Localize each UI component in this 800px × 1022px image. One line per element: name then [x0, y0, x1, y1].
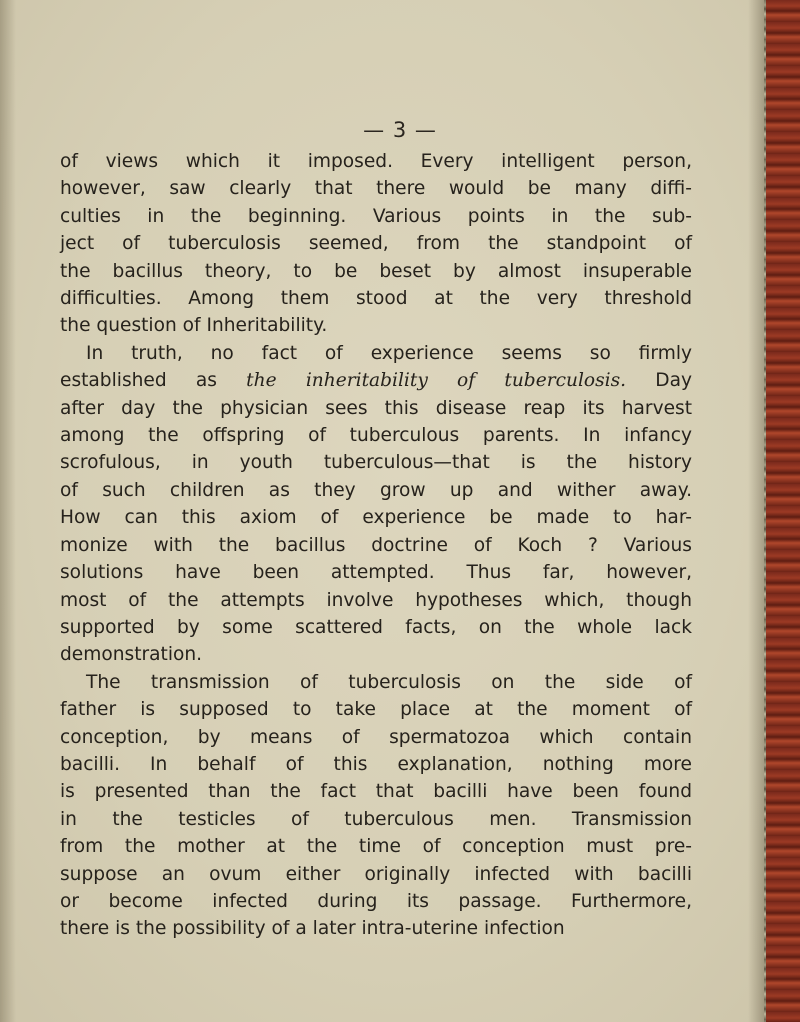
text-line: bacilli. In behalf of this explanation, nothing more: [60, 753, 692, 775]
text-line: there is the possibility of a later intra-uterine infection: [60, 918, 565, 940]
text-line: father is supposed to take place at the moment of: [60, 699, 692, 721]
text-line: however, saw clearly that there would be many diffi-: [60, 178, 692, 200]
italic-phrase: the inheritability of tuberculosis.: [246, 370, 627, 392]
text-line: of views which it imposed. Every intelligent person,: [60, 151, 692, 172]
text-line-with-italic: [60, 367, 692, 394]
paragraph-3: [60, 669, 692, 943]
text-line: ject of tuberculosis seemed, from the standpoint of: [60, 233, 692, 255]
text-line: In truth, no fact of experience seems so firmly: [86, 342, 692, 364]
text-line: demonstration.: [60, 644, 203, 666]
text-line: the bacillus theory, to be beset by almost insuperable: [60, 260, 692, 282]
text-line: suppose an ovum either originally infected with bacilli: [60, 863, 692, 885]
text-fragment: established as: [60, 370, 247, 392]
text-line: scrofulous, in youth tuberculous—that is the history: [60, 452, 692, 474]
page-gutter-shadow: [0, 0, 16, 1022]
text-line: is presented than the fact that bacilli have been found: [60, 781, 692, 803]
text-line: supported by some scattered facts, on the whole lack: [60, 616, 692, 638]
paragraph-2: [60, 340, 692, 669]
text-line: among the offspring of tuberculous parents. In infancy: [60, 425, 692, 447]
page-number: — 3 —: [363, 118, 437, 142]
text-line: from the mother at the time of conception must pre-: [60, 836, 692, 858]
text-line: after day the physician sees this disease reap its harvest: [60, 397, 692, 419]
text-line: or become infected during its passage. Furthermore,: [60, 890, 692, 912]
text-line: solutions have been attempted. Thus far, however,: [60, 562, 692, 584]
text-line: in the testicles of tuberculous men. Transmission: [60, 808, 692, 830]
text-fragment: Day: [626, 370, 692, 392]
text-line: monize with the bacillus doctrine of Koch ? Various: [60, 534, 692, 556]
text-line: most of the attempts involve hypotheses which, though: [60, 589, 692, 611]
text-line: of such children as they grow up and wither away.: [60, 479, 692, 501]
paragraph-1: [60, 148, 692, 340]
text-line: culties in the beginning. Various points in the sub-: [60, 205, 692, 227]
text-line: difficulties. Among them stood at the very threshold: [60, 288, 692, 310]
text-line: conception, by means of spermatozoa which contain: [60, 726, 692, 748]
book-binding: [766, 0, 800, 1022]
text-line: The transmission of tuberculosis on the side of: [86, 671, 692, 693]
text-line: How can this axiom of experience be made to har-: [60, 507, 692, 529]
text-line: the question of Inheritability.: [60, 315, 328, 337]
body-text: [60, 148, 692, 943]
